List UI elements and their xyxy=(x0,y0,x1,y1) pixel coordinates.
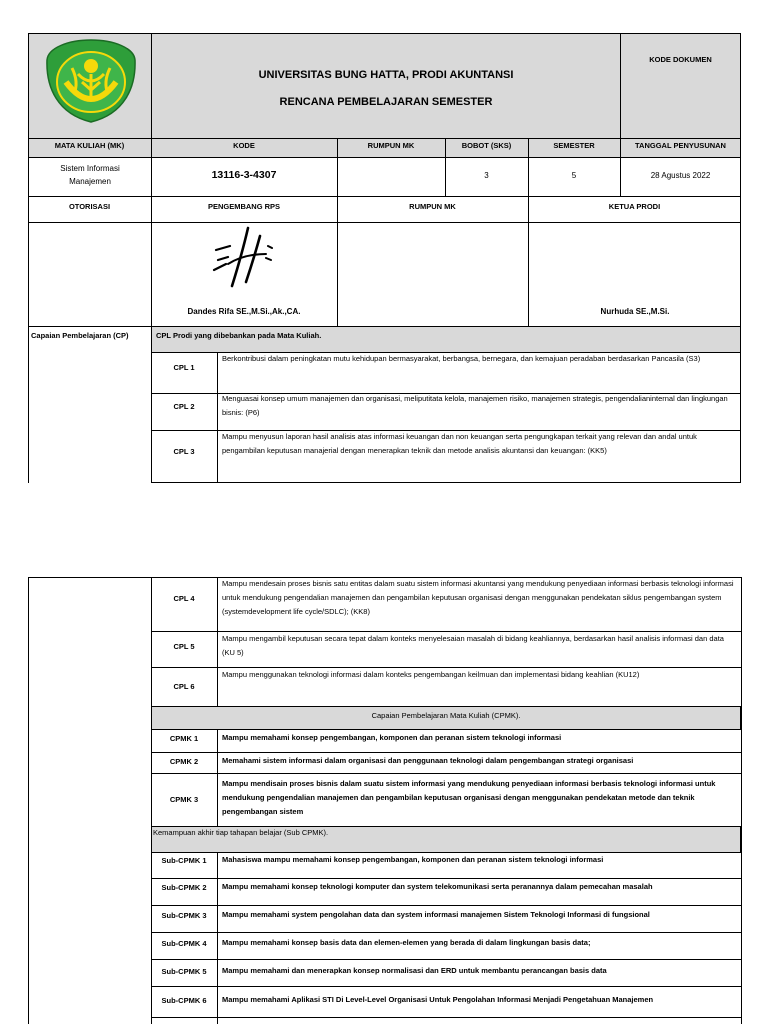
course-name: Sistem Informasi Manajemen xyxy=(60,164,120,186)
cpl-code: CPL 5 xyxy=(173,641,195,651)
cpmk-text: Mampu memahami konsep pengembangan, komponen dan peranan sistem teknologi informasi xyxy=(222,733,562,742)
pengembang-label: PENGEMBANG RPS xyxy=(207,201,281,211)
head-name: Nurhuda SE.,M.Si. xyxy=(600,306,670,316)
university-logo xyxy=(44,38,138,124)
sub-cpmk-code: Sub-CPMK 4 xyxy=(161,938,207,948)
sub-cpmk-code: Sub-CPMK 1 xyxy=(161,855,207,865)
sub-cpmk-code: Sub-CPMK 3 xyxy=(161,910,207,920)
cpmk-code: CPMK 3 xyxy=(169,794,199,804)
course-code: 13116-3-4307 xyxy=(211,169,277,181)
university-title: UNIVERSITAS BUNG HATTA, PRODI AKUNTANSI xyxy=(258,69,514,81)
cpl-text: Berkontribusi dalam peningkatan mutu kehidupan bermasyarakat, berbangsa, bernegara, dan kemajuan peradaban berdasarkan Pancasila (S3) xyxy=(222,354,701,363)
cpl-text: Mampu menggunakan teknologi informasi dalam konteks pengembangan keilmuan dan implementasi bidang keahlian (KU12) xyxy=(222,670,640,679)
developer-signature xyxy=(208,224,278,290)
header-mata-kuliah: MATA KULIAH (MK) xyxy=(54,140,125,150)
cpmk-heading: Capaian Pembelajaran Mata Kuliah (CPMK). xyxy=(371,710,521,720)
cpl-text: Mampu mendesain proses bisnis satu entitas dalam suatu sistem informasi akuntansi yang mendukung penyediaan informasi berbasis teknologi informasi untuk mendukung pengendalian manajemen dan pengambilan keputusan organisasi dengan menggunakan pendekatan siklus pengembangan system (systemdevelopment life cycle/SDLC); (KK8) xyxy=(222,579,734,616)
header-bobot: BOBOT (SKS) xyxy=(461,140,512,150)
ketua-label: KETUA PRODI xyxy=(608,201,661,211)
cp-label: Capaian Pembelajaran (CP) xyxy=(31,331,129,340)
sub-cpmk-text: Mampu memahami konsep basis data dan elemen-elemen yang berada di dalam lingkungan basis data; xyxy=(222,938,591,947)
cpl-text: Menguasai konsep umum manajemen dan organisasi, meliputitata kelola, manajemen risiko, manajemen strategis, pengendalianinternal dan lingkungan bisnis: (P6) xyxy=(222,394,728,417)
cpmk-code: CPMK 1 xyxy=(169,733,199,743)
cpl-text: Mampu menyusun laporan hasil analisis atas informasi keuangan dan non keuangan serta pengungkapan terkait yang relevan dan andal untuk pengambilan keputusan manajerial dengan menerapkan teknik dan metode analisis akuntansi dan keuangan: (KK5) xyxy=(222,432,697,455)
course-semester: 5 xyxy=(571,170,577,180)
course-date: 28 Agustus 2022 xyxy=(650,170,711,180)
cpl-text: Mampu mengambil keputusan secara tepat dalam konteks menyelesaian masalah di bidang keahliannya, berdasarkan hasil analisis informasi dan data (KU 5) xyxy=(222,634,724,657)
rumpun-label: RUMPUN MK xyxy=(409,201,456,211)
cpl-code: CPL 4 xyxy=(173,593,195,603)
sub-cpmk-text: Mampu memahami dan menerapkan konsep normalisasi dan ERD untuk membantu perancangan basis data xyxy=(222,966,607,975)
cpl-code: CPL 6 xyxy=(173,681,195,691)
document-code-label: KODE DOKUMEN xyxy=(649,54,712,64)
sub-cpmk-text: Mampu memahami system pengolahan data dan system informasi manajemen Sistem Teknologi Informasi di fungsional xyxy=(222,910,650,919)
cpmk-text: Mampu mendisain proses bisnis dalam suatu sistem informasi yang mendukung penyediaan informasi berbasis teknologi informasi untuk mendukung pengendalian manajemen dan pengambilan keputusan organisasi dengan menggunakan pendekatan metode dan teknik pengembangan sistem xyxy=(222,779,716,816)
sub-cpmk-code: Sub-CPMK 5 xyxy=(161,966,207,976)
cpl-code: CPL 3 xyxy=(173,446,195,456)
otorisasi-label: OTORISASI xyxy=(68,201,111,211)
sub-cpmk-heading: Kemampuan akhir tiap tahapan belajar (Sub CPMK). xyxy=(153,828,329,837)
sub-cpmk-text: Mahasiswa mampu memahami konsep pengembangan, komponen dan peranan sistem teknologi informasi xyxy=(222,855,604,864)
developer-name: Dandes Rifa SE.,M.Si.,Ak.,CA. xyxy=(187,306,301,316)
sub-cpmk-code: Sub-CPMK 6 xyxy=(161,995,207,1005)
cpmk-code: CPMK 2 xyxy=(169,756,199,766)
sub-cpmk-text: Mampu memahami konsep teknologi komputer dan system telekomunikasi serta peranannya dalam pemecahan masalah xyxy=(222,882,653,891)
sub-cpmk-code: Sub-CPMK 2 xyxy=(161,882,207,892)
document-type: RENCANA PEMBELAJARAN SEMESTER xyxy=(279,96,493,108)
header-tanggal: TANGGAL PENYUSUNAN xyxy=(635,140,726,150)
header-rumpun-mk: RUMPUN MK xyxy=(367,140,415,150)
cpl-code: CPL 2 xyxy=(173,401,195,411)
course-sks: 3 xyxy=(484,170,489,180)
header-kode: KODE xyxy=(233,140,255,150)
cpmk-text: Memahami sistem informasi dalam organisasi dan penggunaan teknologi dalam pengembangan strategi organisasi xyxy=(222,756,634,765)
cpl-code: CPL 1 xyxy=(173,362,195,372)
cpl-heading: CPL Prodi yang dibebankan pada Mata Kuliah. xyxy=(156,331,322,340)
sub-cpmk-text: Mampu memahami Aplikasi STI Di Level-Level Organisasi Untuk Pengolahan Informasi Menjadi Pengetahuan Manajemen xyxy=(222,995,654,1004)
course-rumpun xyxy=(337,166,445,184)
header-semester: SEMESTER xyxy=(553,140,595,150)
